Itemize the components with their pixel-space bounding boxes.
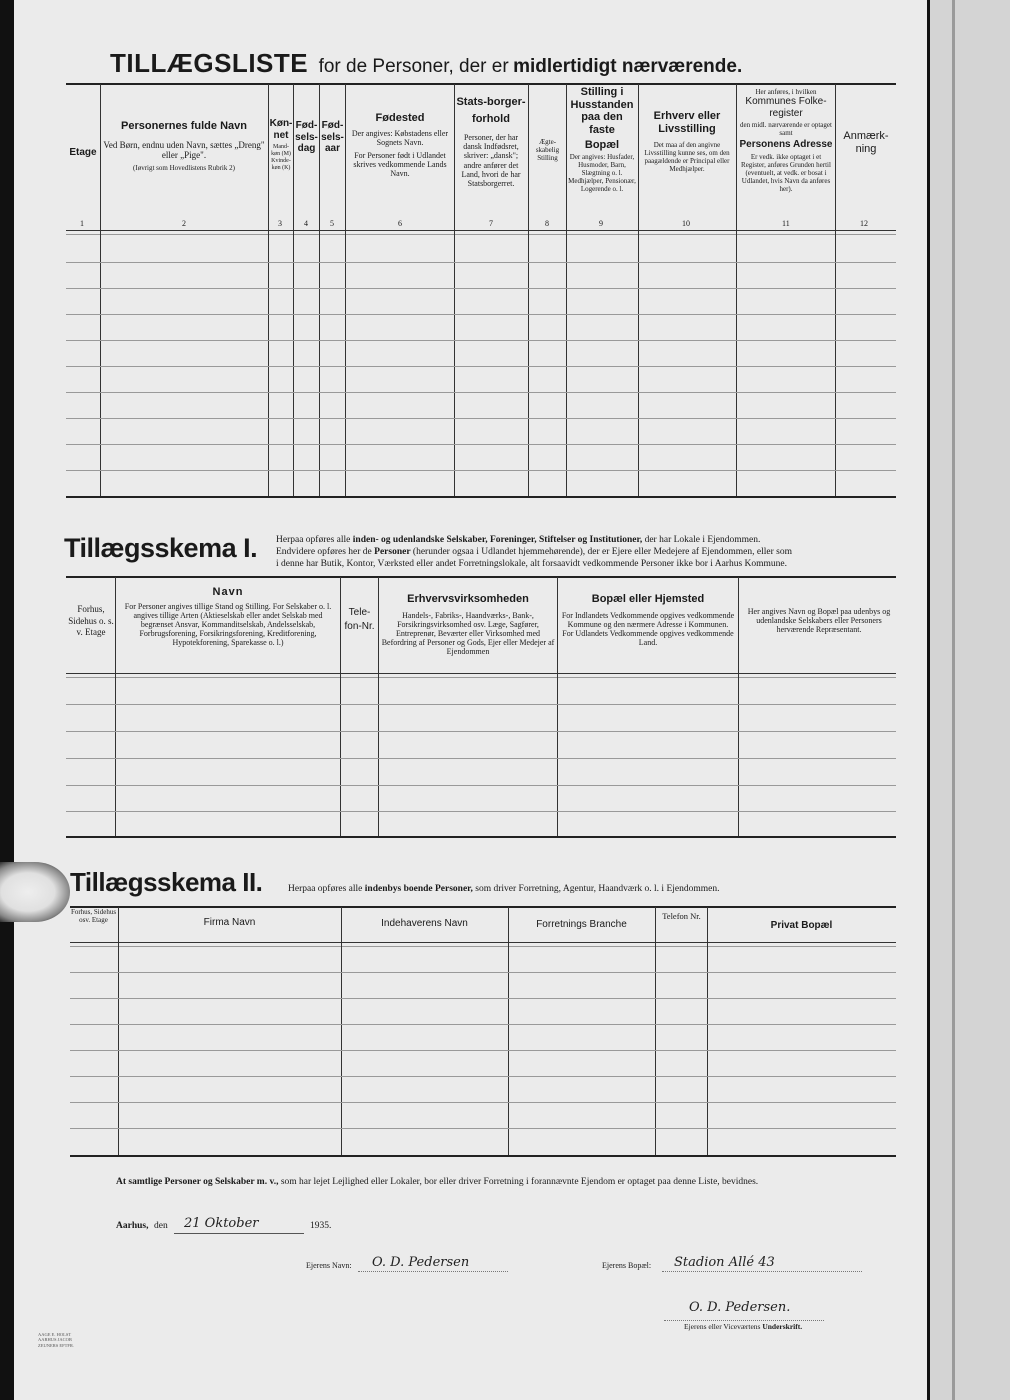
footer-signature-hand: O. D. Pedersen.	[689, 1300, 791, 1315]
col-number: 2	[182, 219, 186, 228]
main-col-household-title2: Bopæl	[584, 138, 620, 151]
col-number: 8	[545, 219, 549, 228]
footer-owner-address	[602, 1256, 902, 1276]
footer-date-hand: 21 Oktober	[184, 1216, 259, 1231]
schema2-col-owner: Indehaverens Navn	[381, 918, 468, 929]
main-col-citizenship-title: Stats-borger-forhold	[456, 96, 526, 125]
main-title-rest-1: for de Personer, der er	[318, 56, 509, 77]
main-col-citizenship-sub: Personer, der har dansk Indfødsret, skriver: „dansk"; andre anfører det Land, hvori de har Statsborgerret.	[461, 133, 521, 188]
footer-statement	[116, 1177, 896, 1187]
printer-mark: AAGE E. HOLST AARHUS JACOB ZEUNERS EFTFR.	[38, 1332, 75, 1348]
main-col-remarks: Anmærk-ning	[843, 130, 889, 155]
footer-owner-name-label: Ejerens Navn:	[306, 1261, 352, 1270]
schema2-intro	[288, 884, 719, 894]
schema1-intro-2c: (herunder ogsaa i Udlandet hjemmehørende), der er Ejere eller Medejere af Ejendommen, eller som	[410, 547, 792, 557]
main-col-birthplace-title: Fødested	[375, 112, 425, 124]
footer-den: den	[154, 1221, 168, 1231]
main-col-name-title: Personernes fulde Navn	[121, 120, 247, 132]
schema1-col-business-sub: Handels-, Fabriks-, Haandværks-, Bank-, Forsikringsvirksomhed osv. Læge, Sagfører, Entreprenør, Beværter eller Virksomhed med Befordring af Personer og Gods, Ejer eller Medejer af Ejendommen	[381, 610, 555, 657]
footer-signature-label-b: Underskrift.	[762, 1322, 803, 1331]
main-col-sex	[269, 118, 293, 172]
footer-year: 1935.	[310, 1221, 332, 1231]
schema2-intro-b: indenbys boende Personer,	[364, 884, 473, 894]
schema1-col-residence-sub2: For Udlandets Vedkommende opgives vedkommende Land.	[562, 629, 734, 648]
adjacent-page-edge	[930, 0, 1010, 1400]
schema1-col-phone: Tele-fon-Nr.	[344, 607, 375, 632]
main-col-household	[568, 86, 636, 193]
col-number: 10	[682, 219, 690, 228]
main-col-sex-sub: Mand-køn (M) Kvinde-køn (K)	[271, 144, 291, 171]
main-col-birthplace-sub2: For Personer født i Udlandet skrives vedkommende Lands Navn.	[353, 151, 447, 179]
main-col-etage: Etage	[69, 147, 97, 158]
main-col-birthplace	[348, 112, 452, 179]
col-number: 11	[782, 219, 790, 228]
main-col-sex-title: Køn-net	[269, 118, 293, 141]
footer-city: Aarhus,	[116, 1221, 149, 1231]
schema1-intro-1c: der har Lokale i Ejendommen.	[642, 535, 761, 545]
col-number: 12	[860, 219, 868, 228]
schema2-intro-a: Herpaa opføres alle	[288, 884, 365, 894]
schema1-intro-line1	[276, 534, 901, 546]
schema2-col-phone: Telefon Nr.	[662, 911, 701, 921]
col-number: 4	[304, 219, 308, 228]
main-col-register-title2: Personens Adresse	[739, 139, 833, 151]
schema1-intro-line3: i denne har Butik, Kontor, Værksted eller andet Forretningslokale, alt forsaavidt vedkommende Personer ikke bor i Aarhus Kommune.	[276, 559, 788, 569]
schema2-col-branch: Forretnings Branche	[536, 919, 627, 930]
schema2-title: Tillægsskema II.	[70, 867, 263, 897]
col-number: 5	[330, 219, 334, 228]
main-col-register-mid: den midl. nærværende er optaget samt	[740, 121, 832, 138]
col-number: 3	[278, 219, 282, 228]
footer-owner-address-label: Ejerens Bopæl:	[602, 1261, 652, 1270]
main-col-household-sub: Der angives: Husfader, Husmoder, Barn, Slægtning o. l. Medhjælper, Pensionær, Logerende o. l.	[568, 153, 636, 194]
schema1-col-business-title: Erhvervsvirksomheden	[407, 593, 529, 605]
schema1-col-name-title: Navn	[212, 586, 244, 598]
schema1-intro-2b: Personer	[374, 547, 411, 557]
col-number: 6	[398, 219, 402, 228]
footer-owner-name-hand: O. D. Pedersen	[372, 1255, 470, 1270]
schema1-col-residence	[560, 593, 736, 647]
col-number: 1	[80, 219, 84, 228]
main-col-household-title: Stilling i Husstanden paa den faste	[570, 86, 634, 136]
main-col-occupation-sub: Det maa af den angivne Livsstilling kunne ses, om den paagældende er Principal eller Medhjælper.	[644, 141, 730, 174]
schema1-intro-line2	[276, 546, 901, 558]
schema1-col-representative: Her angives Navn og Bopæl paa udenbys og udenlandske Selskabers eller Personers herværende Repræsentant.	[747, 607, 891, 635]
main-col-birthyear: Fød-sels-aar	[321, 120, 344, 154]
schema2-col-private-address: Privat Bopæl	[770, 920, 833, 931]
schema1-intro	[276, 534, 901, 570]
schema1-col-residence-title: Bopæl eller Hjemsted	[591, 593, 705, 605]
col-number: 7	[489, 219, 493, 228]
footer-date-line	[116, 1218, 436, 1238]
main-col-occupation	[640, 110, 734, 173]
main-col-register-sub: Er vedk. ikke optaget i et Register, anføres Grunden hertil (eventuelt, at vedk. er bosat i Udlandet, hvis Navn da anføres her).	[741, 152, 831, 193]
footer-statement-a: At samtlige Personer og Selskaber m. v.,	[116, 1177, 279, 1187]
main-col-name-sub2: (Iøvrigt som Hovedlistens Rubrik 2)	[133, 164, 235, 173]
footer-signature-label	[684, 1322, 802, 1331]
thumb-shape	[0, 862, 70, 922]
schema1-col-name	[118, 586, 338, 648]
schema1-title: Tillægsskema I.	[64, 533, 258, 563]
main-col-name-sub1: Ved Børn, endnu uden Navn, sættes „Dreng" eller „Pige".	[103, 139, 265, 160]
col-number: 9	[599, 219, 603, 228]
schema2-col-firm: Firma Navn	[203, 917, 256, 928]
schema2-col-etage: Forhus, Sidehus osv. Etage	[70, 908, 117, 925]
schema1-intro-1a: Herpaa opføres alle	[276, 535, 353, 545]
schema1-col-business	[381, 593, 555, 657]
main-title	[110, 48, 742, 79]
schema2-intro-c: som driver Forretning, Agentur, Haandværk o. l. i Ejendommen.	[472, 884, 720, 894]
main-col-birthplace-sub1: Der angives: Købstadens eller Sognets Navn.	[351, 128, 449, 147]
main-col-birthday: Fød-sels-dag	[295, 120, 318, 154]
main-col-register	[738, 88, 834, 193]
footer-owner-name	[306, 1256, 546, 1276]
schema1-col-name-sub: For Personer angives tillige Stand og Stilling. For Selskaber o. l. angives tillige Arten (Aktieselskab eller andet Selskab med begrænset Ansvar, Kommanditselskab, Andelsselskab, Forbrugsforening, Forsikringsforening, Kreditforening, Hypotekforening, Sparekasse o. l.)	[124, 601, 332, 648]
main-col-occupation-title: Erhverv eller Livsstilling	[653, 110, 721, 135]
schema1-col-etage: Forhus, Sidehus o. s. v. Etage	[68, 604, 114, 638]
footer-owner-address-hand: Stadion Allé 43	[674, 1255, 775, 1270]
main-title-rest-2: midlertidigt nærværende.	[513, 56, 743, 77]
schema1-intro-1b: inden- og udenlandske Selskaber, Foreninger, Stiftelser og Institutioner,	[352, 535, 643, 545]
main-col-marital: Ægte-skabelig Stilling	[535, 138, 560, 163]
schema1-intro-2a: Endvidere opføres her de	[276, 547, 375, 557]
main-col-register-title: Kommunes Folke-register	[745, 96, 827, 119]
main-col-register-top: Her anføres, i hvilken	[755, 88, 817, 96]
footer-signature-label-a: Ejerens eller Viceværtens	[684, 1322, 763, 1331]
main-col-name	[102, 120, 266, 172]
form-page	[14, 0, 927, 1400]
main-title-big: TILLÆGSLISTE	[110, 48, 309, 78]
footer-statement-b: som har lejet Lejlighed eller Lokaler, bor eller driver Forretning i forannævnte Ejendom er optaget paa denne Liste, bevidnes.	[278, 1177, 759, 1187]
main-col-citizenship	[456, 94, 526, 188]
schema1-col-residence-sub1: For Indlandets Vedkommende opgives vedkommende Kommune og den nærmere Adresse i Kommunen.	[561, 610, 735, 629]
